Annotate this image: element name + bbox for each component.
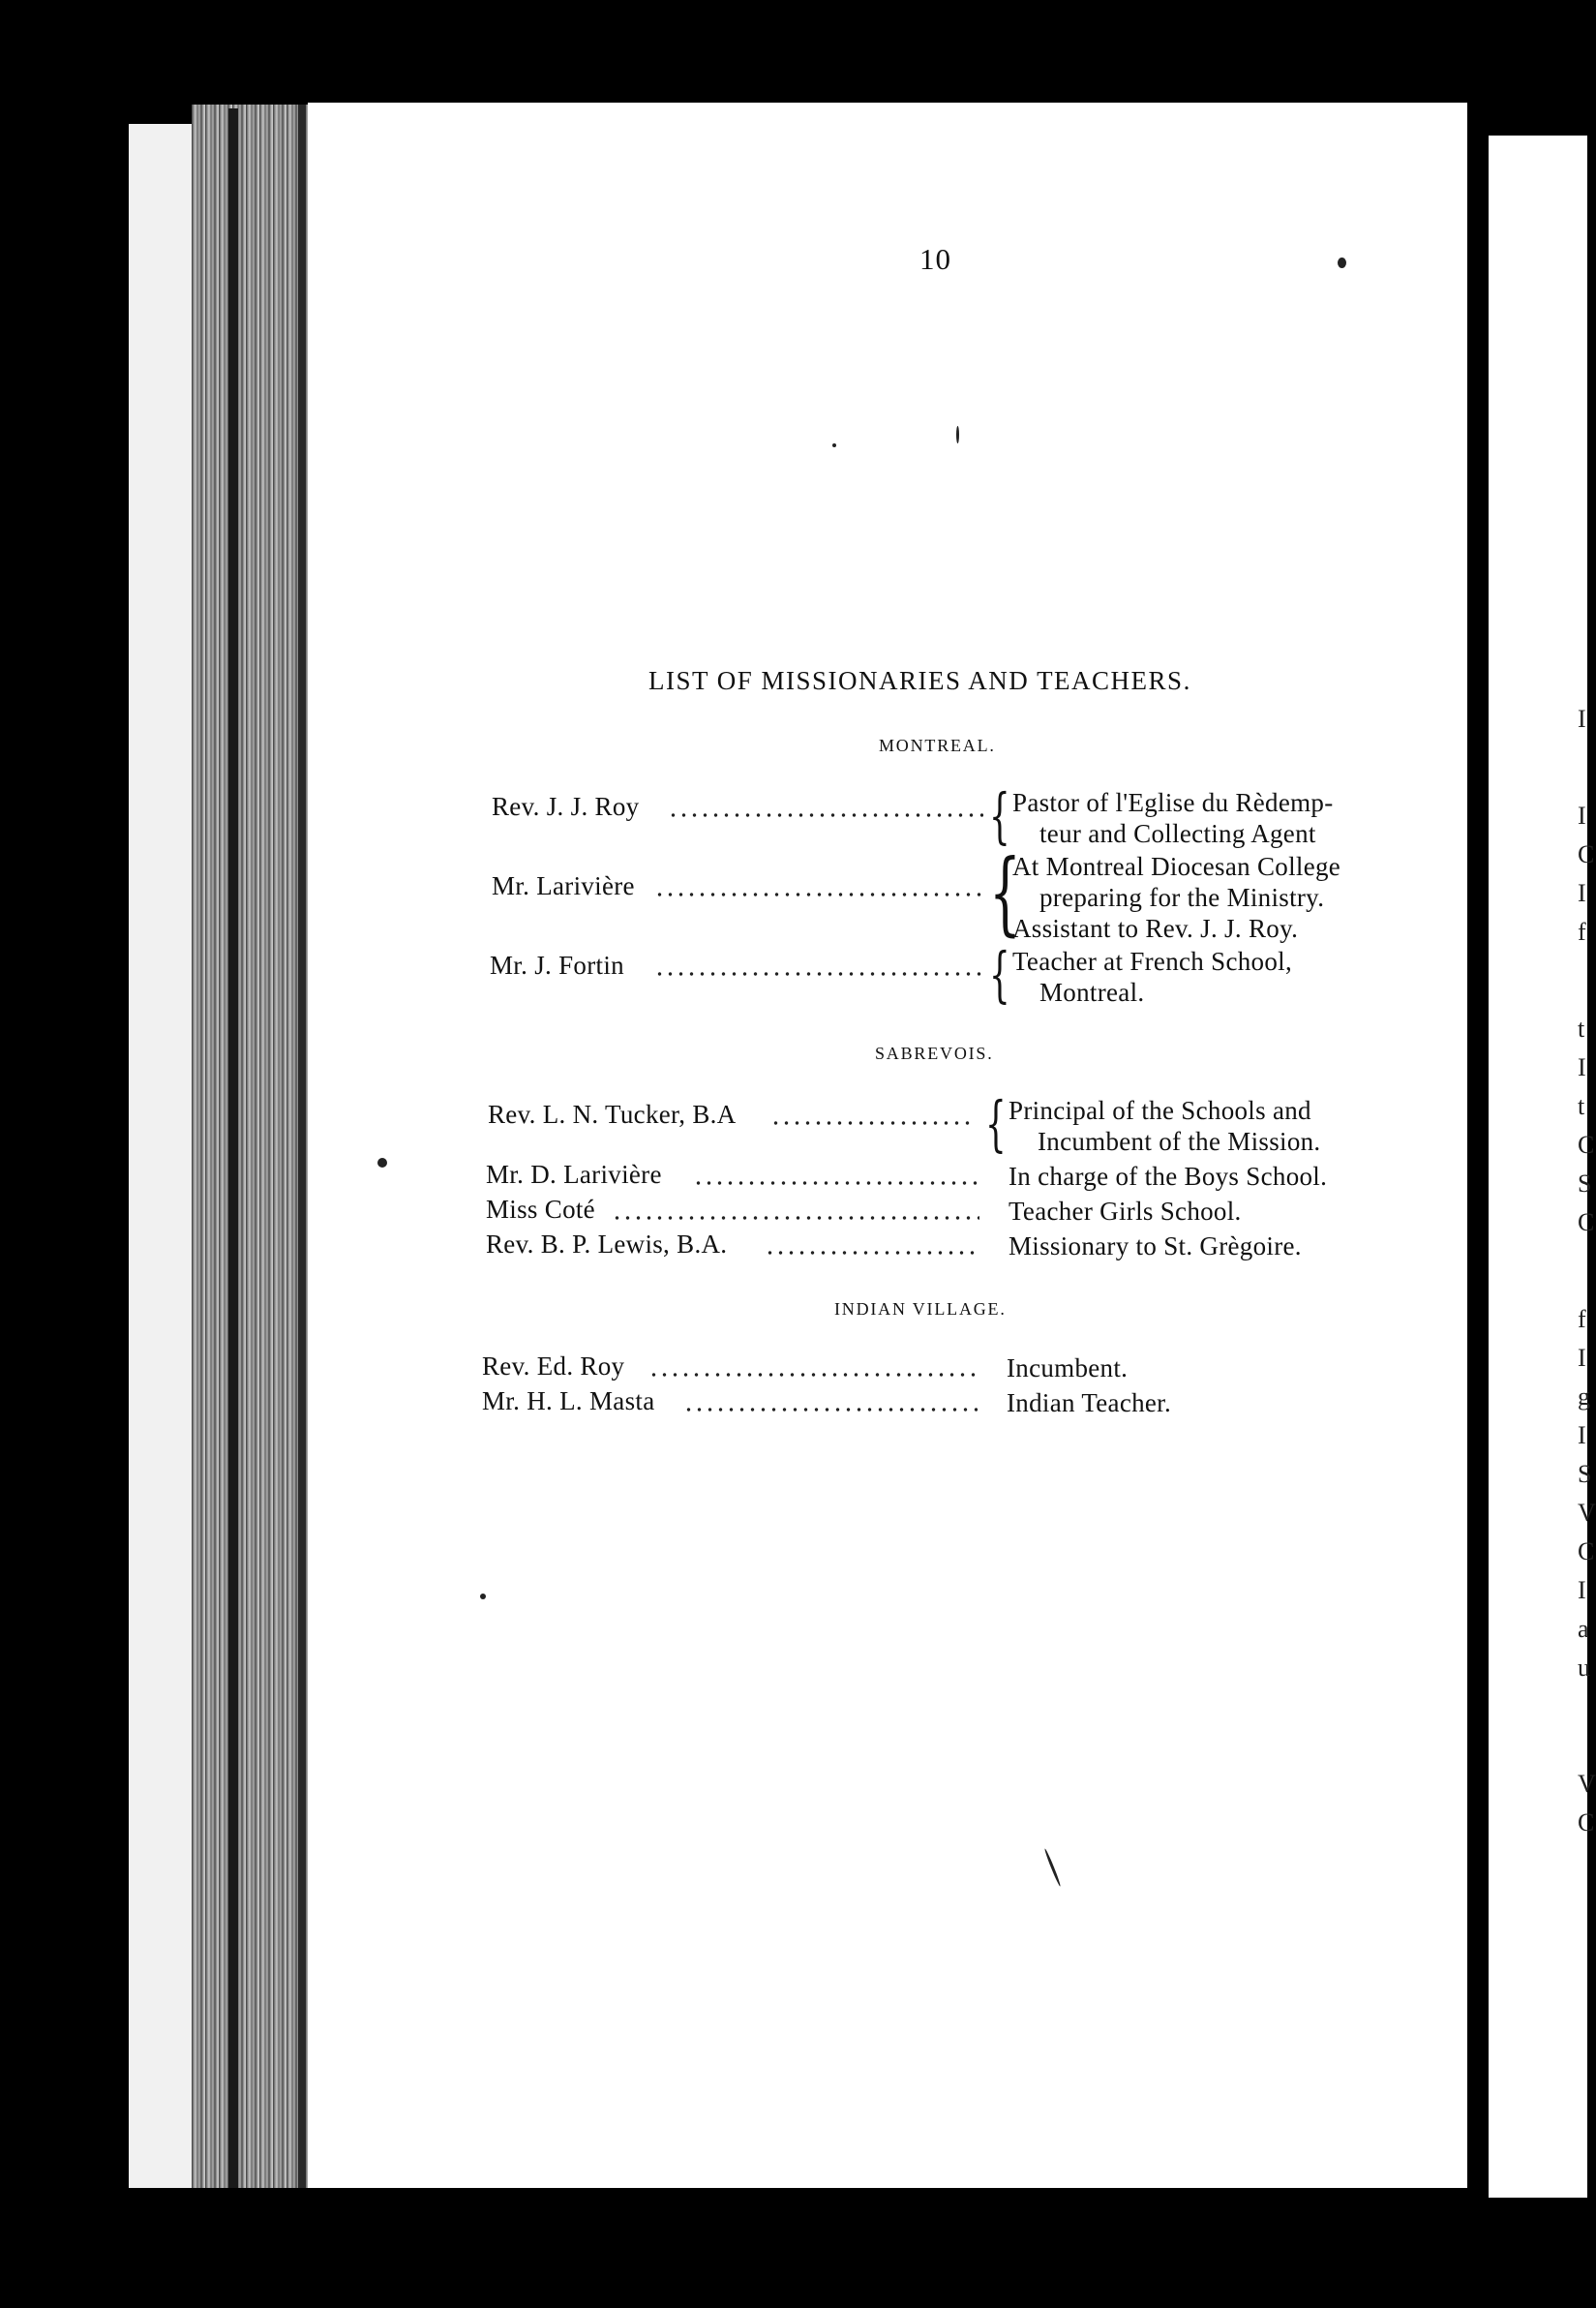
leader-dots: [648, 1373, 978, 1377]
entry-role-line: preparing for the Ministry.: [1039, 883, 1325, 912]
entry-name: Mr. D. Larivière: [486, 1160, 662, 1189]
entry-role-line: Teacher Girls School.: [1009, 1197, 1242, 1226]
section-heading-montreal: MONTREAL.: [879, 736, 996, 755]
facing-page-letter: I: [1578, 1576, 1586, 1604]
scan-speck: [956, 426, 959, 443]
entry-role-line: Montreal.: [1039, 978, 1145, 1007]
facing-page-letter: C: [1578, 1537, 1595, 1565]
facing-page-letter: I: [1578, 1053, 1586, 1081]
leader-dots: [654, 972, 983, 976]
page-number: 10: [919, 242, 951, 276]
entry-name: Mr. H. L. Masta: [482, 1386, 655, 1415]
leader-dots: [683, 1408, 978, 1412]
entry-name: Mr. Larivière: [492, 871, 635, 900]
facing-page-letter: u: [1578, 1654, 1590, 1682]
brace: {: [989, 939, 1010, 1010]
entry-name: Rev. J. J. Roy: [492, 792, 640, 821]
page-edge-shadow: [228, 108, 238, 2188]
facing-page-letter: f: [1578, 918, 1586, 946]
brace: {: [985, 1088, 1007, 1159]
facing-page-letter: C: [1578, 840, 1595, 868]
left-paper-margin: [129, 124, 198, 2188]
scan-speck: [832, 443, 836, 447]
entry-name: Mr. J. Fortin: [490, 951, 624, 980]
entry-name: Rev. B. P. Lewis, B.A.: [486, 1230, 728, 1259]
facing-page-letter: f: [1578, 1305, 1586, 1333]
page-title: LIST OF MISSIONARIES AND TEACHERS.: [648, 666, 1191, 695]
entry-name: Rev. L. N. Tucker, B.A: [488, 1100, 737, 1129]
scan-speck: [480, 1594, 486, 1599]
leader-dots: [654, 893, 983, 896]
brace: {: [989, 840, 1021, 946]
facing-page-letter: t: [1578, 1092, 1585, 1120]
entry-role-line: Pastor of l'Eglise du Rèdemp-: [1012, 788, 1334, 817]
scan-speck: [377, 1158, 387, 1168]
entry-role-line: Principal of the Schools and: [1009, 1096, 1311, 1125]
facing-page-letter: V: [1578, 1499, 1596, 1527]
entry-role-line: teur and Collecting Agent: [1039, 819, 1316, 848]
leader-dots: [612, 1216, 979, 1220]
facing-page-letter: I: [1578, 1344, 1586, 1372]
facing-page: [1489, 136, 1596, 2198]
facing-page-letter: a: [1578, 1615, 1589, 1643]
section-heading-indian-village: INDIAN VILLAGE.: [834, 1299, 1007, 1319]
entry-role-line: At Montreal Diocesan College: [1012, 852, 1341, 881]
entry-role-line: Missionary to St. Grègoire.: [1009, 1231, 1302, 1260]
facing-page-letter: I: [1578, 1421, 1586, 1449]
scan-speck: [1338, 258, 1346, 268]
leader-dots: [668, 813, 983, 817]
facing-page-letter: I: [1578, 705, 1586, 733]
entry-role-line: Assistant to Rev. J. J. Roy.: [1012, 914, 1299, 943]
facing-page-letter: I: [1578, 802, 1586, 830]
entry-role-line: Teacher at French School,: [1012, 947, 1292, 976]
entry-role-line: Incumbent of the Mission.: [1038, 1127, 1321, 1156]
brace: {: [989, 780, 1010, 851]
entry-name: Rev. Ed. Roy: [482, 1351, 625, 1381]
facing-page-letter: V: [1578, 1770, 1596, 1798]
leader-dots: [770, 1121, 976, 1125]
facing-page-letter: S: [1578, 1460, 1592, 1488]
entry-name: Miss Coté: [486, 1195, 595, 1224]
facing-page-letter: I: [1578, 879, 1586, 907]
entry-role-line: Incumbent.: [1007, 1353, 1129, 1382]
facing-page-letter: C: [1578, 1208, 1595, 1236]
facing-page-letter: C: [1578, 1131, 1595, 1159]
facing-page-letter: g: [1578, 1382, 1590, 1411]
facing-page-letter: C: [1578, 1808, 1595, 1837]
book-page-edges: [192, 105, 310, 2188]
section-heading-sabrevois: SABREVOIS.: [875, 1044, 994, 1063]
entry-role-line: Indian Teacher.: [1007, 1388, 1172, 1417]
entry-role-line: In charge of the Boys School.: [1009, 1162, 1328, 1191]
facing-page-letter: t: [1578, 1015, 1585, 1043]
facing-page-letter: S: [1578, 1169, 1592, 1198]
leader-dots: [693, 1181, 979, 1185]
page-edge-shadow: [298, 105, 306, 2188]
leader-dots: [765, 1251, 979, 1255]
